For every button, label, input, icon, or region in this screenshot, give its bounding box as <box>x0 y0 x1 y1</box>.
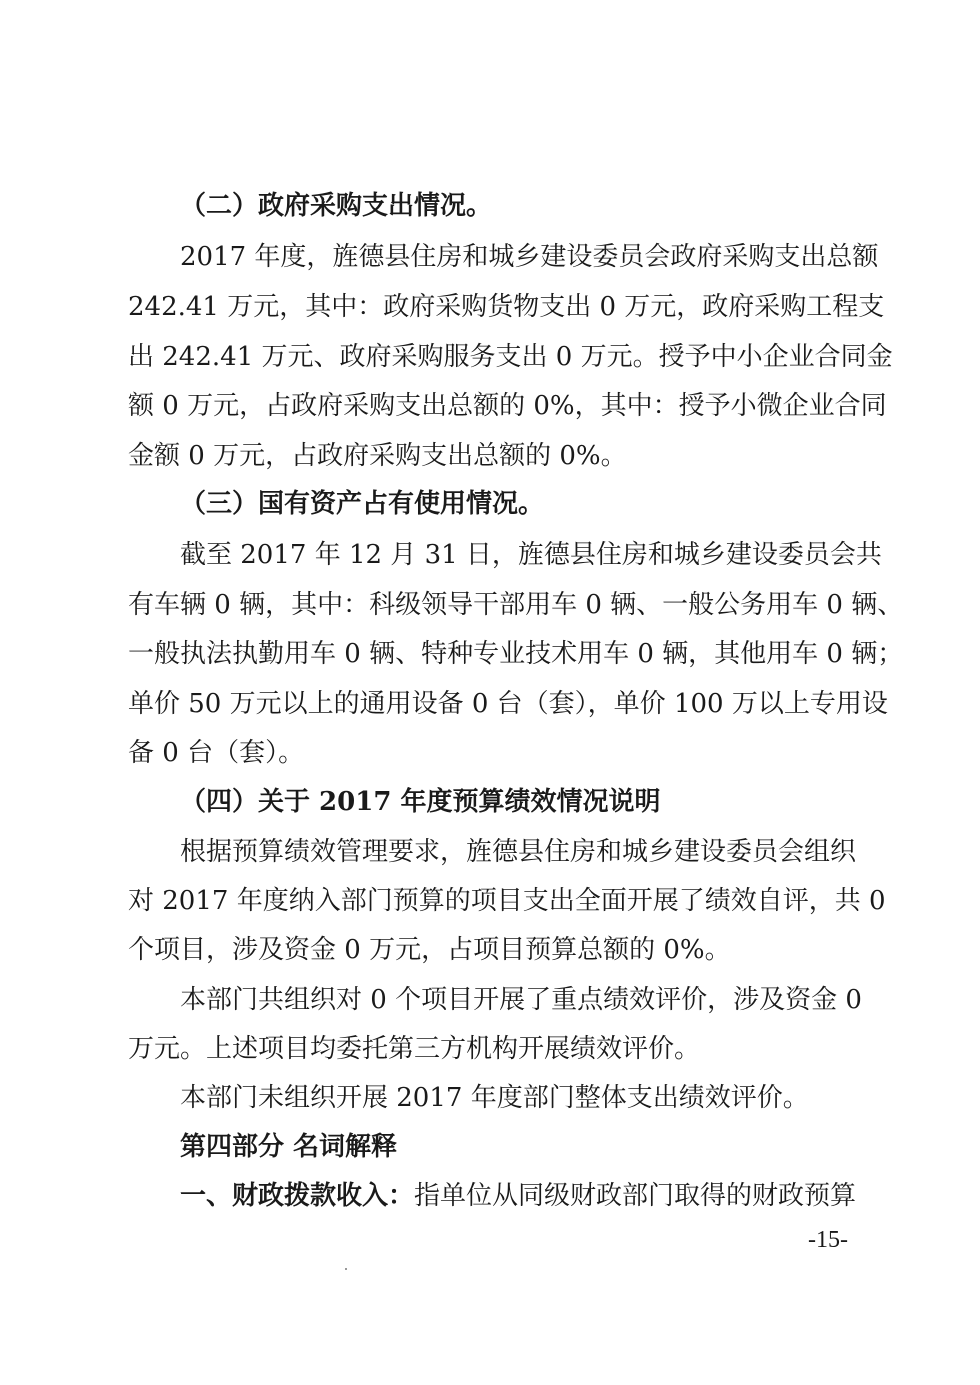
paragraph-line: 截至 2017 年 12 月 31 日，旌德县住房和城乡建设委员会共 <box>180 540 882 570</box>
paragraph-line: 万元。上述项目均委托第三方机构开展绩效评价。 <box>128 1034 701 1064</box>
paragraph-line: 金额 0 万元，占政府采购支出总额的 0%。 <box>128 441 627 471</box>
definition-text: 指单位从同级财政部门取得的财政预算 <box>414 1181 857 1211</box>
paragraph-line: 单价 50 万元以上的通用设备 0 台（套），单价 100 万以上专用设 <box>128 689 888 719</box>
paragraph-line: 本部门共组织对 0 个项目开展了重点绩效评价，涉及资金 0 <box>180 985 862 1015</box>
paragraph-line: 备 0 台（套）。 <box>128 738 305 768</box>
paragraph-line: 一般执法执勤用车 0 辆、特种专业技术用车 0 辆，其他用车 0 辆； <box>128 639 904 669</box>
paragraph-line: 242.41 万元，其中：政府采购货物支出 0 万元，政府采购工程支 <box>128 292 885 322</box>
section-heading-assets: （三）国有资产占有使用情况。 <box>180 489 545 519</box>
definition-term: 一、财政拨款收入： <box>180 1181 415 1211</box>
paragraph-line: 2017 年度，旌德县住房和城乡建设委员会政府采购支出总额 <box>180 242 879 272</box>
paragraph-line: 个项目，涉及资金 0 万元，占项目预算总额的 0%。 <box>128 935 731 965</box>
section-heading-procurement: （二）政府采购支出情况。 <box>180 191 493 221</box>
paragraph-line: 对 2017 年度纳入部门预算的项目支出全面开展了绩效自评，共 0 <box>128 886 886 916</box>
scan-speck <box>345 1268 347 1270</box>
paragraph-line: 本部门未组织开展 2017 年度部门整体支出绩效评价。 <box>180 1083 809 1113</box>
definition-line <box>180 1176 857 1216</box>
page-number: -15- <box>808 1227 848 1253</box>
paragraph-line: 根据预算绩效管理要求，旌德县住房和城乡建设委员会组织 <box>180 837 857 867</box>
section-heading-part4: 第四部分 名词解释 <box>180 1132 398 1162</box>
paragraph-line: 额 0 万元，占政府采购支出总额的 0%，其中：授予小微企业合同 <box>128 391 887 421</box>
paragraph-line: 有车辆 0 辆，其中：科级领导干部用车 0 辆、一般公务用车 0 辆、 <box>128 590 904 620</box>
section-heading-performance: （四）关于 2017 年度预算绩效情况说明 <box>180 787 661 817</box>
paragraph-line: 出 242.41 万元、政府采购服务支出 0 万元。授予中小企业合同金 <box>128 342 893 372</box>
